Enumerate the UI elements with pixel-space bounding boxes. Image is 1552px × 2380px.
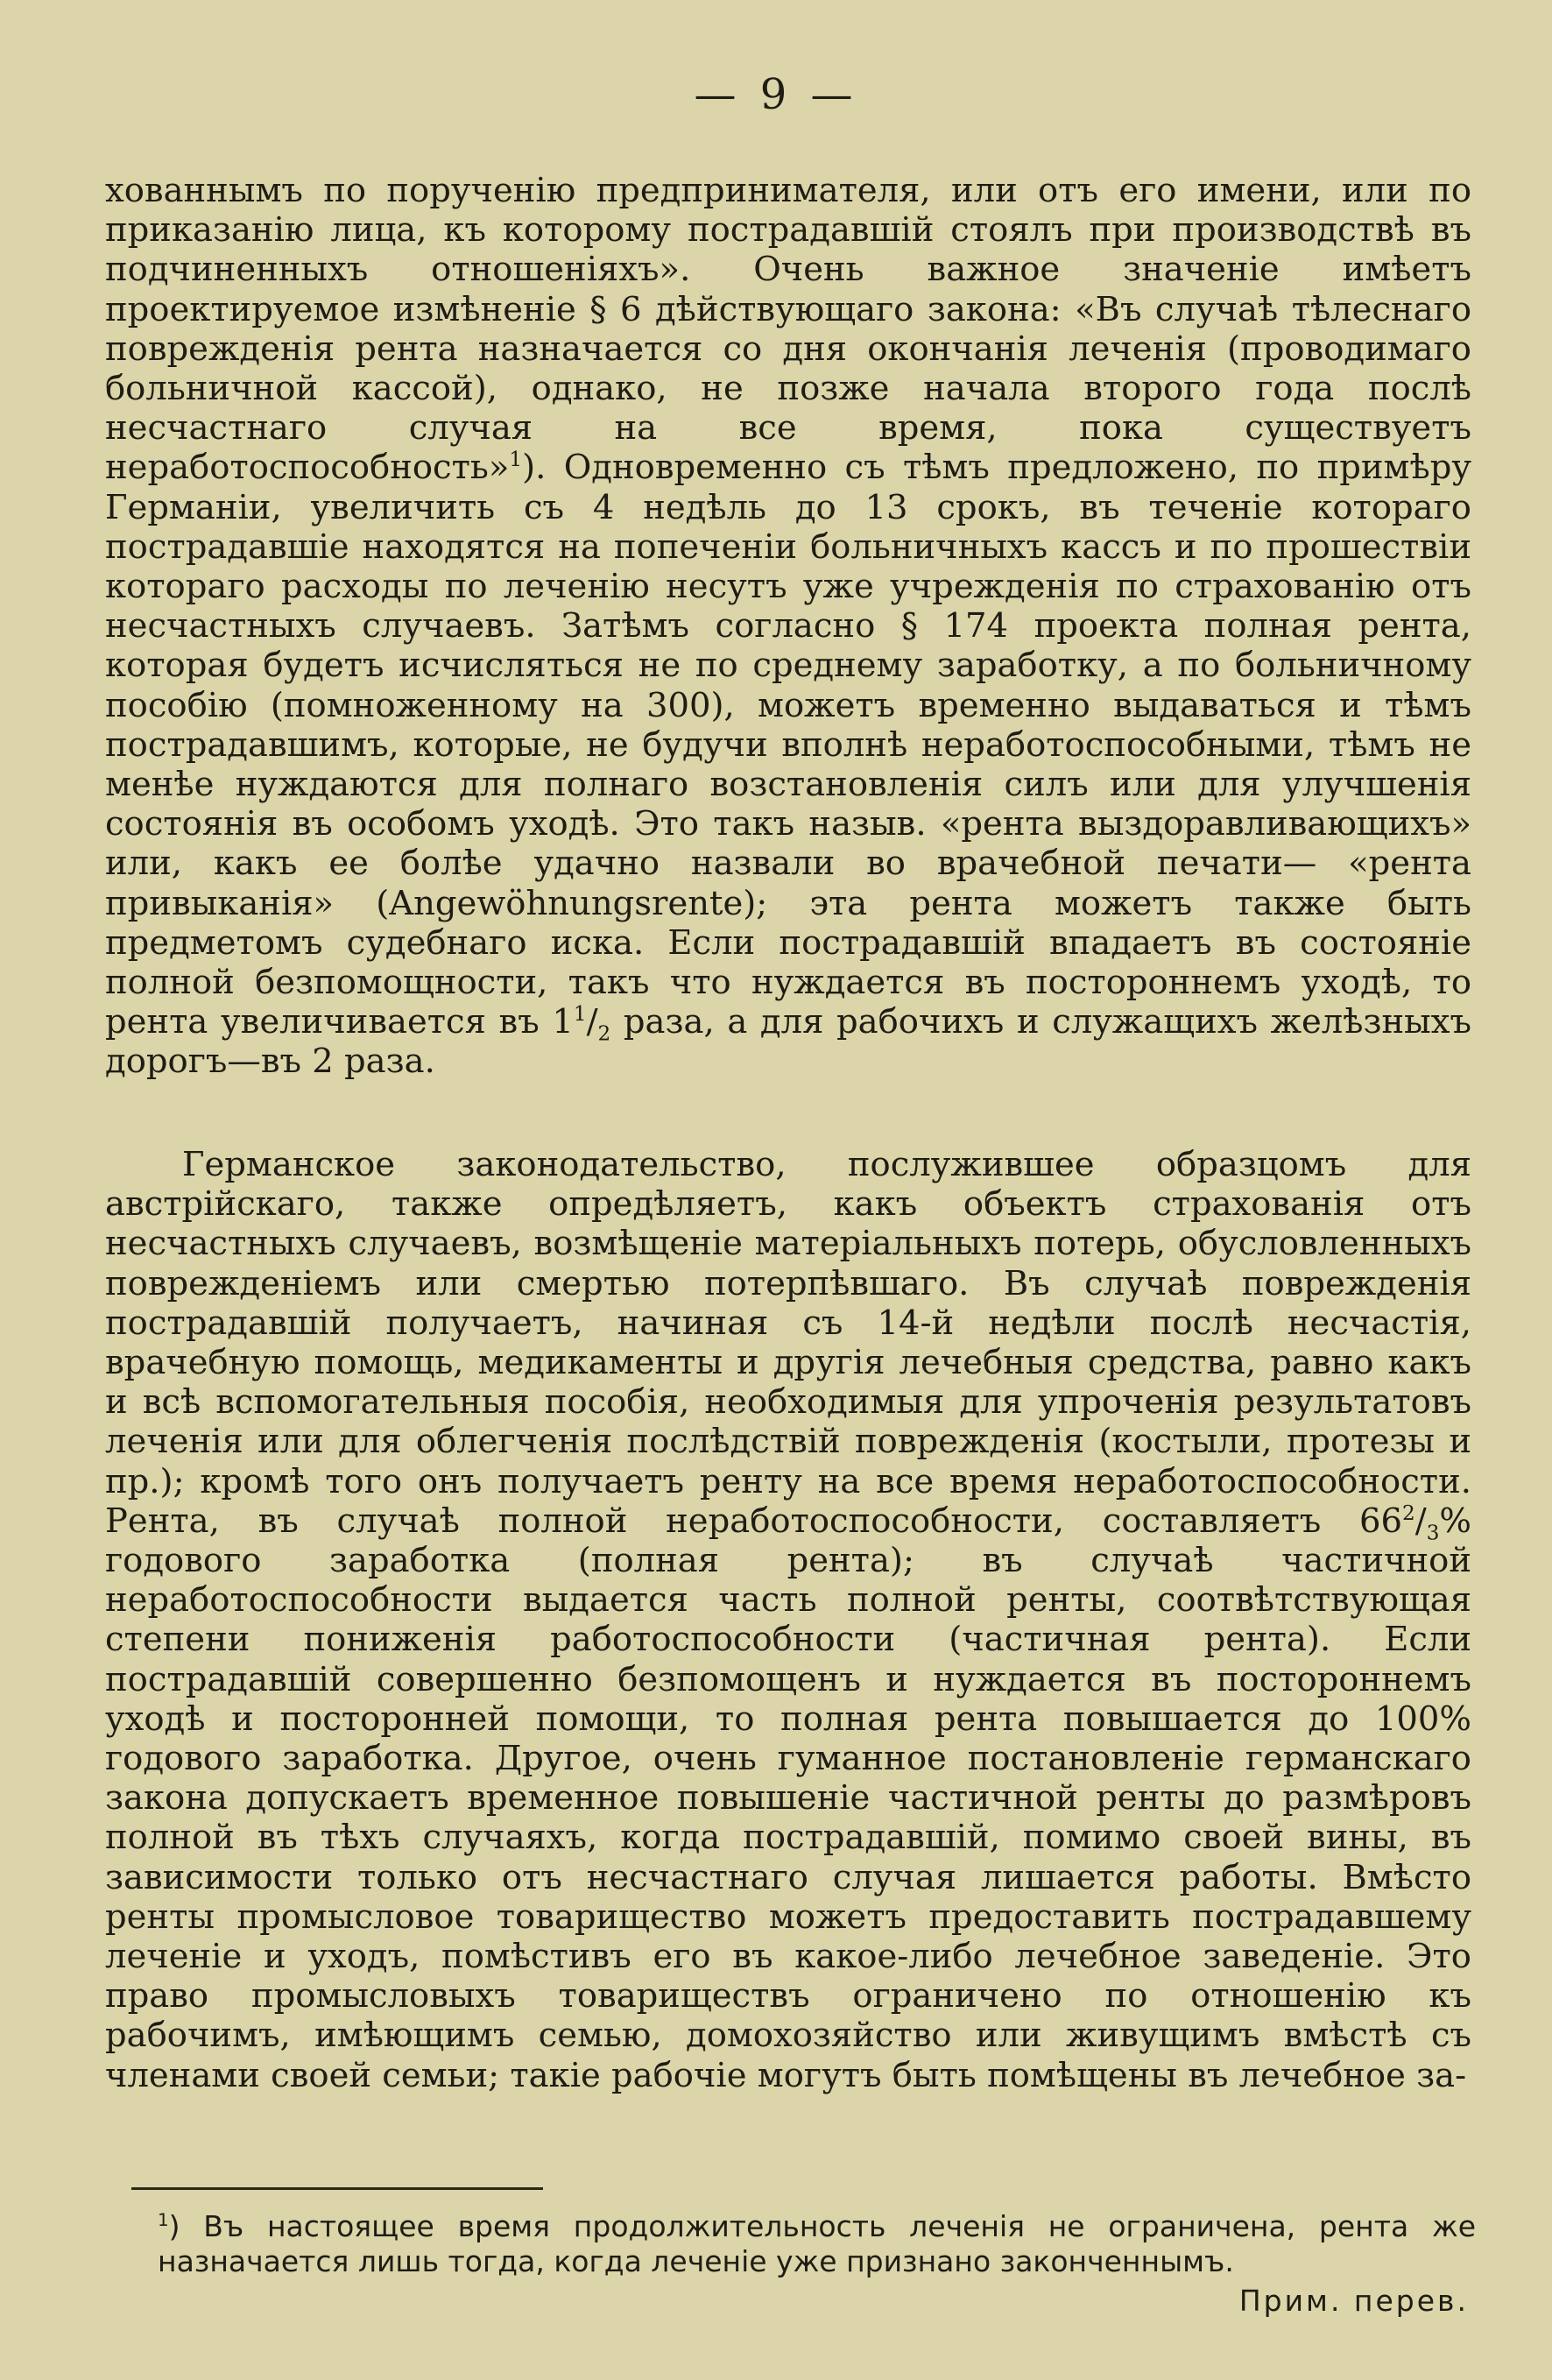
page-number: — 9 —: [694, 70, 858, 119]
fraction-denominator: 2: [597, 1022, 611, 1046]
paragraph-1-text-a: хованнымъ по порученію предпринимателя, или отъ его имени, или по приказанію лица, къ которому пострадавшій стоялъ при производствѣ въ подчиненныхъ отношеніяхъ». Очень важное значеніе имѣетъ проектируемое измѣненіе § 6 дѣйствующаго закона: «Въ случаѣ тѣлеснаго поврежденія рента назначается со дня окончанія леченія (проводимаго больничной кассой), однако, не позже начала второго года послѣ несчастнаго случая на все время, пока существуетъ неработоспособность»: [105, 171, 1471, 488]
paragraph-2: Германское законодательство, послужившее образцомъ для австрійскаго, также опредѣляетъ, какъ объектъ страхованія отъ несчастныхъ случаевъ, возмѣщеніе матеріальныхъ потерь, обусловленныхъ поврежденіемъ или смертью потерпѣвшаго. Въ случаѣ поврежденія пострадавшій получаетъ, начиная съ 14-й недѣли послѣ несчастія, врачебную помощь, медикаменты и другія лечебныя средства, равно какъ и всѣ вспомогательныя пособія, необходимыя для упроченія результатовъ леченія или для облегченія послѣдствій поврежденія (костыли, протезы и пр.); кромѣ того онъ получаетъ ренту на все время неработоспособности. Рента, въ случаѣ полной неработоспособности, составляетъ $66^2/_3\%$ годового заработка (полная рента); въ случаѣ частичной неработоспособности выдается часть полной ренты, соотвѣтствующая степени пониженія работоспособности (частичная рента). Если пострадавшій совершенно безпомощенъ и нуждается въ постороннемъ уходѣ и посторонней помощи, то полная рента повышается до 100% годового заработка. Другое, очень гуманное постановленіе германскаго закона допускаетъ временное повышеніе частичной ренты до размѣровъ полной въ тѣхъ случаяхъ, когда пострадавшій, помимо своей вины, въ зависимости только отъ несчастнаго случая лишается работы. Вмѣсто ренты промысловое товарищество можетъ предоставить пострадавшему леченіе и уходъ, помѣстивъ его въ какое-либо лечебное заведеніе. Это право промысловыхъ товариществъ ограничено по отношенію къ рабочимъ, имѣющимъ семью, домохозяйство или живущимъ вмѣстѣ съ членами своей семьи; такіе рабочіе могутъ быть помѣщены въ лечебное за-: [105, 1145, 1471, 2095]
footnote: [158, 2209, 1476, 2279]
paragraph-1-text-c: раза, а для рабочихъ и служащихъ желѣзныхъ дорогъ—въ 2 раза.: [105, 1002, 1471, 1082]
paragraph-2-text-b: % годового заработка (полная рента); въ случаѣ частичной неработоспособности выдается часть полной ренты, соотвѣтствующая степени пониженія работоспособности (частичная рента). Если пострадавшій совершенно безпомощенъ и нуждается въ постороннемъ уходѣ и посторонней помощи, то полная рента повышается до 100% годового заработка. Другое, очень гуманное постановленіе германскаго закона допускаетъ временное повышеніе частичной ренты до размѣровъ полной въ тѣхъ случаяхъ, когда пострадавшій, помимо своей вины, въ зависимости только отъ несчастнаго случая лишается работы. Вмѣсто ренты промысловое товарищество можетъ предоставить пострадавшему леченіе и уходъ, помѣстивъ его въ какое-либо лечебное заведеніе. Это право промысловыхъ товариществъ ограничено по отношенію къ рабочимъ, имѣющимъ семью, домохозяйство или живущимъ вмѣстѣ съ членами своей семьи; такіе рабочіе могутъ быть помѣщены въ лечебное за-: [105, 1501, 1471, 2095]
footnote-text: ) Въ настоящее время продолжительность леченія не ограничена, рента же назначается лишь тогда, когда леченіе уже признано законченнымъ.: [158, 2209, 1476, 2278]
paragraph-1-text-b: ). Одновременно съ тѣмъ предложено, по примѣру Германіи, увеличить съ 4 недѣль до 13 срокъ, въ теченіе котораго пострадавшіе находятся на попеченіи больничныхъ кассъ и по прошествіи котораго расходы по леченію несутъ уже учрежденія по страхованію отъ несчастныхъ случаевъ. Затѣмъ согласно § 174 проекта полная рента, которая будетъ исчисляться не по среднему заработку, а по больничному пособію (помноженному на 300), можетъ временно выдаваться и тѣмъ пострадавшимъ, которые, не будучи вполнѣ неработоспособными, тѣмъ не менѣе нуждаются для полнаго возстановленія силъ или для улучшенія состоянія въ особомъ уходѣ. Это такъ назыв. «рента выздоравливающихъ» или, какъ ее болѣе удачно назвали во врачебной печати— «рента привыканія» (Angewöhnungsrente); эта рента можетъ также быть предметомъ судебнаго иска. Если пострадавшій впадаетъ въ состояніе полной безпомощности, такъ что нуждается въ постороннемъ уходѣ, то рента увеличивается въ 1: [105, 448, 1471, 1042]
paragraph-2-text-a: Германское законодательство, послужившее образцомъ для австрійскаго, также опредѣляетъ, какъ объектъ страхованія отъ несчастныхъ случаевъ, возмѣщеніе матеріальныхъ потерь, обусловленныхъ поврежденіемъ или смертью потерпѣвшаго. Въ случаѣ поврежденія пострадавшій получаетъ, начиная съ 14-й недѣли послѣ несчастія, врачебную помощь, медикаменты и другія лечебныя средства, равно какъ и всѣ вспомогательныя пособія, необходимыя для упроченія результатовъ леченія или для облегченія послѣдствій поврежденія (костыли, протезы и пр.); кромѣ того онъ получаетъ ренту на все время неработоспособности. Рента, въ случаѣ полной неработоспособности, составляетъ 66: [105, 1145, 1471, 1541]
translator-note: Прим. перев.: [1238, 2284, 1469, 2318]
fraction-numerator: 2: [1402, 1502, 1415, 1525]
footnote-reference[interactable]: 1: [509, 448, 523, 472]
fraction-denominator: 3: [1426, 1522, 1440, 1545]
paragraph-1: хованнымъ по порученію предпринимателя, или отъ его имени, или по приказанію лица, къ которому пострадавшій стоялъ при производствѣ въ подчиненныхъ отношеніяхъ». Очень важное значеніе имѣетъ проектируемое измѣненіе § 6 дѣйствующаго закона: «Въ случаѣ тѣлеснаго поврежденія рента назначается со дня окончанія леченія (проводимаго больничной кассой), однако, не позже начала второго года послѣ несчастнаго случая на все время, пока существуетъ неработоспособность»$^1$). Одновременно съ тѣмъ предложено, по примѣру Германіи, увеличить съ 4 недѣль до 13 срокъ, въ теченіе котораго пострадавшіе находятся на попеченіи больничныхъ кассъ и по прошествіи котораго расходы по леченію несутъ уже учрежденія по страхованію отъ несчастныхъ случаевъ. Затѣмъ согласно § 174 проекта полная рента, которая будетъ исчисляться не по среднему заработку, а по больничному пособію (помноженному на 300), можетъ временно выдаваться и тѣмъ пострадавшимъ, которые, не будучи вполнѣ неработоспособными, тѣмъ не менѣе нуждаются для полнаго возстановленія силъ или для улучшенія состоянія въ особомъ уходѣ. Это такъ назыв. «рента выздоравливающихъ» или, какъ ее болѣе удачно назвали во врачебной печати— «рента привыканія» (Angewöhnungsrente); эта рента можетъ также быть предметомъ судебнаго иска. Если пострадавшій впадаетъ въ состояніе полной безпомощности, такъ что нуждается въ постороннемъ уходѣ, то рента увеличивается въ $1^1/_2$ раза, а для рабочихъ и служащихъ желѣзныхъ дорогъ—въ 2 раза.: [105, 171, 1471, 1082]
fraction-numerator: 1: [573, 1003, 587, 1027]
footnote-marker: 1: [158, 2210, 169, 2230]
footnote-divider: [131, 2187, 543, 2190]
